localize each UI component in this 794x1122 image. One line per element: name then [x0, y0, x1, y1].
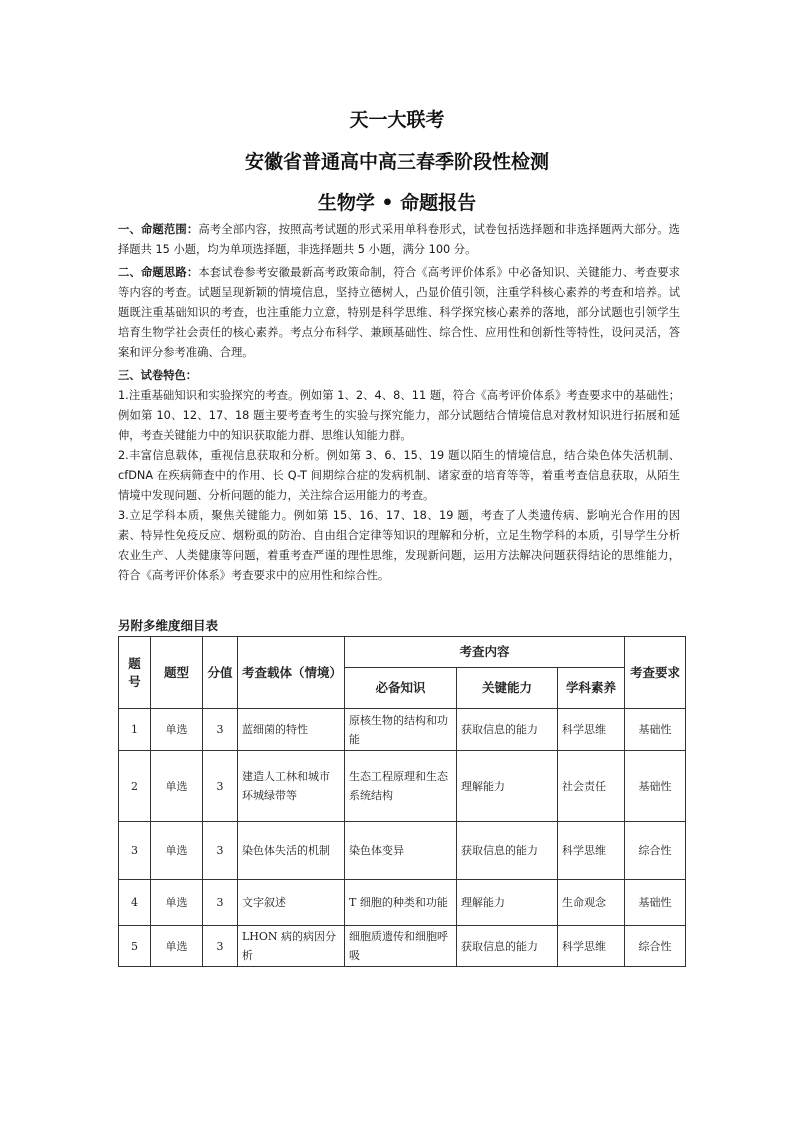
- table-row: [119, 926, 686, 967]
- table-caption: 另附多维度细目表: [118, 618, 219, 633]
- cell-literacy: 科学思维: [558, 926, 625, 967]
- header-literacy: 学科素养: [558, 668, 625, 709]
- header-requirement: 考查要求: [625, 637, 686, 709]
- header-knowledge: 必备知识: [345, 668, 457, 709]
- approach-paragraph: [118, 263, 680, 363]
- cell-no: 5: [119, 926, 151, 967]
- cell-knowledge: 染色体变异: [345, 822, 457, 880]
- cell-ability: 理解能力: [457, 880, 558, 926]
- header-content: 考查内容: [345, 637, 625, 668]
- cell-no: 4: [119, 880, 151, 926]
- features-heading: 三、试卷特色：: [118, 369, 198, 382]
- table-row: [119, 709, 686, 751]
- table-row: [119, 751, 686, 822]
- header-no: 题号: [119, 637, 151, 709]
- feature-item-3: 3.立足学科本质，聚焦关键能力。例如第 15、16、17、18、19 题，考查了人类遗传病、影响光合作用的因素、特异性免疫反应、烟粉虱的防治、自由组合定律等知识的理解和分析，立足生物学科的本质，引导学生分析农业生产、人类健康等问题，着重考查严谨的理性思维，发现新问题，运用方法解决问题获得结论的思维能力，符合《高考评价体系》考查要求中的应用性和综合性。: [118, 509, 680, 582]
- cell-type: 单选: [151, 880, 203, 926]
- org-title: 天一大联考: [349, 109, 445, 131]
- scope-paragraph: [118, 220, 680, 260]
- cell-carrier: 建造人工林和城市环城绿带等: [238, 751, 345, 822]
- cell-knowledge: 生态工程原理和生态系统结构: [345, 751, 457, 822]
- section-scope: [118, 220, 680, 260]
- cell-requirement: 基础性: [625, 880, 686, 926]
- cell-score: 3: [203, 709, 238, 751]
- cell-knowledge: 细胞质遗传和细胞呼吸: [345, 926, 457, 967]
- feature-item-2: 2.丰富信息载体，重视信息获取和分析。例如第 3、6、15、19 题以陌生的情境信息，结合染色体失活机制、cfDNA 在疾病筛查中的作用、长 Q-T 间期综合症的发病机制、诸家蚕的培育等等，着重考查信息获取，从陌生情境中发现问题、分析问题的能力，关注综合运用能力的考查。: [118, 449, 680, 502]
- header-carrier: 考查载体（情境）: [238, 637, 345, 709]
- cell-ability: 获取信息的能力: [457, 926, 558, 967]
- approach-text: 本套试卷参考安徽最新高考政策命制，符合《高考评价体系》中必备知识、关键能力、考查要求等内容的考查。试题呈现新颖的情境信息，坚持立德树人，凸显价值引领，注重学科核心素养的考查和培养。试题既注重基础知识的考查，也注重能力立意，特别是科学思维、科学探究核心素养的落地，部分试题也引领学生培育生物学社会责任的核心素养。考点分布科学、兼顾基础性、综合性、应用性和创新性等特性，设问灵活，答案和评分参考准确、合理。: [118, 266, 680, 359]
- cell-type: 单选: [151, 822, 203, 880]
- table-header: [119, 637, 686, 709]
- cell-score: 3: [203, 751, 238, 822]
- cell-ability: 获取信息的能力: [457, 709, 558, 751]
- cell-type: 单选: [151, 926, 203, 967]
- table-body: [119, 709, 686, 967]
- detail-table: [118, 636, 686, 967]
- exam-title: 安徽省普通高中高三春季阶段性检测: [244, 151, 549, 173]
- header-score: 分值: [203, 637, 238, 709]
- cell-knowledge: T 细胞的种类和功能: [345, 880, 457, 926]
- scope-heading: 一、命题范围：: [118, 223, 199, 236]
- cell-carrier: 染色体失活的机制: [238, 822, 345, 880]
- cell-type: 单选: [151, 751, 203, 822]
- cell-requirement: 基础性: [625, 751, 686, 822]
- cell-score: 3: [203, 822, 238, 880]
- cell-ability: 理解能力: [457, 751, 558, 822]
- cell-literacy: 社会责任: [558, 751, 625, 822]
- cell-requirement: 综合性: [625, 926, 686, 967]
- scope-text: 高考全部内容，按照高考试题的形式采用单科卷形式，试卷包括选择题和非选择题两大部分。选择题共 15 小题，均为单项选择题，非选择题共 5 小题，满分 100 分。: [118, 223, 680, 256]
- cell-no: 2: [119, 751, 151, 822]
- report-title: 生物学 • 命题报告: [317, 192, 477, 214]
- cell-ability: 获取信息的能力: [457, 822, 558, 880]
- header-ability: 关键能力: [457, 668, 558, 709]
- cell-score: 3: [203, 926, 238, 967]
- section-features: [118, 366, 680, 586]
- features-heading-line: [118, 366, 680, 386]
- cell-no: 3: [119, 822, 151, 880]
- cell-literacy: 科学思维: [558, 709, 625, 751]
- feature-item-1: 1.注重基础知识和实验探究的考查。例如第 1、2、4、8、11 题，符合《高考评价体系》考查要求中的基础性；例如第 10、12、17、18 题主要考查考生的实验与探究能力，部分试题结合情境信息对教材知识进行拓展和延伸，考查关键能力中的知识获取能力群、思维认知能力群。: [118, 389, 680, 442]
- cell-type: 单选: [151, 709, 203, 751]
- cell-literacy: 科学思维: [558, 822, 625, 880]
- cell-score: 3: [203, 880, 238, 926]
- cell-carrier: 文字叙述: [238, 880, 345, 926]
- table-row: [119, 822, 686, 880]
- cell-carrier: 蓝细菌的特性: [238, 709, 345, 751]
- cell-requirement: 基础性: [625, 709, 686, 751]
- cell-literacy: 生命观念: [558, 880, 625, 926]
- cell-requirement: 综合性: [625, 822, 686, 880]
- table-row: [119, 880, 686, 926]
- cell-no: 1: [119, 709, 151, 751]
- header-type: 题型: [151, 637, 203, 709]
- cell-knowledge: 原核生物的结构和功能: [345, 709, 457, 751]
- cell-carrier: LHON 病的病因分析: [238, 926, 345, 967]
- approach-heading: 二、命题思路：: [118, 266, 199, 279]
- section-approach: [118, 263, 680, 363]
